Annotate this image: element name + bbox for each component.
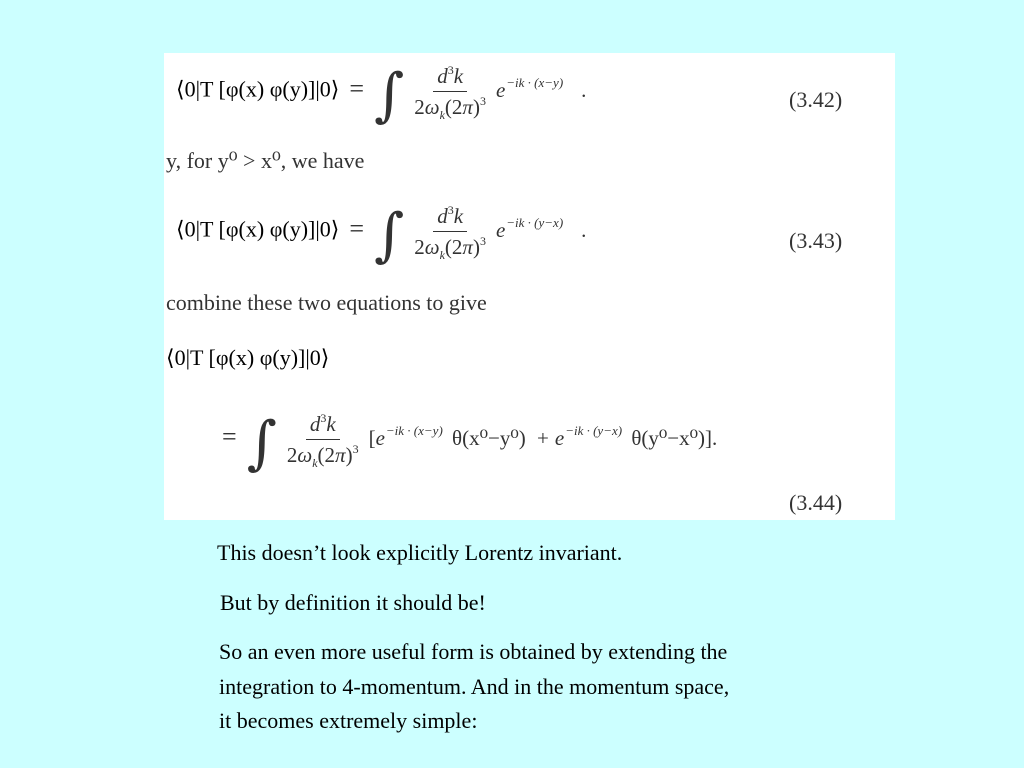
integral-sign: ∫ — [374, 200, 405, 269]
measure-fraction: $\frac{d^3k}{2\omega_k(2\pi)^3}$ — [414, 63, 486, 122]
equation-3-43: ⟨0|T [φ(x) φ(y)]|0⟩ = ∫ $\frac{d^3k}{2\omega_k(2\pi)^3}$ $e^{-ik \cdot (y-x)}$ . — [176, 200, 587, 269]
exponential: $e^{-ik \cdot (x-y)}$ — [495, 74, 564, 102]
equation-number-3-44: (3.44) — [789, 490, 843, 515]
caption-line-2: But by definition it should be! — [220, 590, 486, 615]
bracket-expression: [$e^{-ik \cdot (x-y)}$ $\theta(x^0-y^0) + e^{-ik \cdot (y-x)}$ θ(y⁰−x⁰)]. — [368, 422, 718, 450]
measure-fraction: $\frac{d^3k}{2\omega_k(2\pi)^3}$ — [414, 203, 486, 262]
eq344-exp2: −ik · (y−x) — [565, 422, 623, 438]
measure-fraction: $\frac{d^3k}{2\omega_k(2\pi)^3}$ — [286, 411, 359, 470]
eq344-theta2: θ(y⁰−x⁰) — [631, 425, 706, 450]
equals-sign: = — [222, 421, 237, 451]
equation-3-44-lhs — [166, 345, 329, 371]
eq344-theta1: θ(x⁰−y⁰) — [452, 425, 526, 450]
eq343-exponent: −ik · (y−x) — [506, 214, 564, 230]
equation-3-42: ⟨0|T [φ(x) φ(y)]|0⟩ = ∫ $\frac{d^3k}{2\omega_k(2\pi)^3}$ $e^{-ik \cdot (x-y)}$ . — [176, 60, 587, 129]
caption-line-3b: integration to 4-momentum. And in the momentum space, — [219, 674, 730, 699]
equation-number-3-43: (3.43) — [789, 228, 843, 253]
equation-number-3-42: (3.42) — [789, 87, 843, 112]
caption-line-3a: So an even more useful form is obtained by extending the — [219, 639, 728, 664]
integral-sign: ∫ — [374, 60, 405, 129]
eq342-exponent: −ik · (x−y) — [506, 74, 564, 90]
integral-sign: ∫ — [246, 408, 277, 477]
eq343-lhs: ⟨0|T [φ(x) φ(y)]|0⟩ — [176, 216, 340, 242]
eq342-lhs: ⟨0|T [φ(x) φ(y)]|0⟩ — [176, 76, 340, 102]
equation-3-44-rhs — [216, 408, 718, 477]
connecting-text-1: y, for y⁰ > x⁰, we have — [166, 148, 365, 173]
caption-line-3c: it becomes extremely simple: — [219, 708, 478, 733]
exponential: $e^{-ik \cdot (y-x)}$ — [495, 214, 564, 242]
equation-panel — [164, 53, 895, 520]
caption-line-1: This doesn’t look explicitly Lorentz invariant. — [217, 540, 623, 565]
eq344-lhs: ⟨0|T [φ(x) φ(y)]|0⟩ — [166, 345, 330, 370]
equals-sign: = — [349, 73, 365, 103]
connecting-text-2: combine these two equations to give — [166, 290, 487, 315]
equals-sign: = — [349, 213, 365, 243]
eq344-exp1: −ik · (x−y) — [385, 422, 443, 438]
